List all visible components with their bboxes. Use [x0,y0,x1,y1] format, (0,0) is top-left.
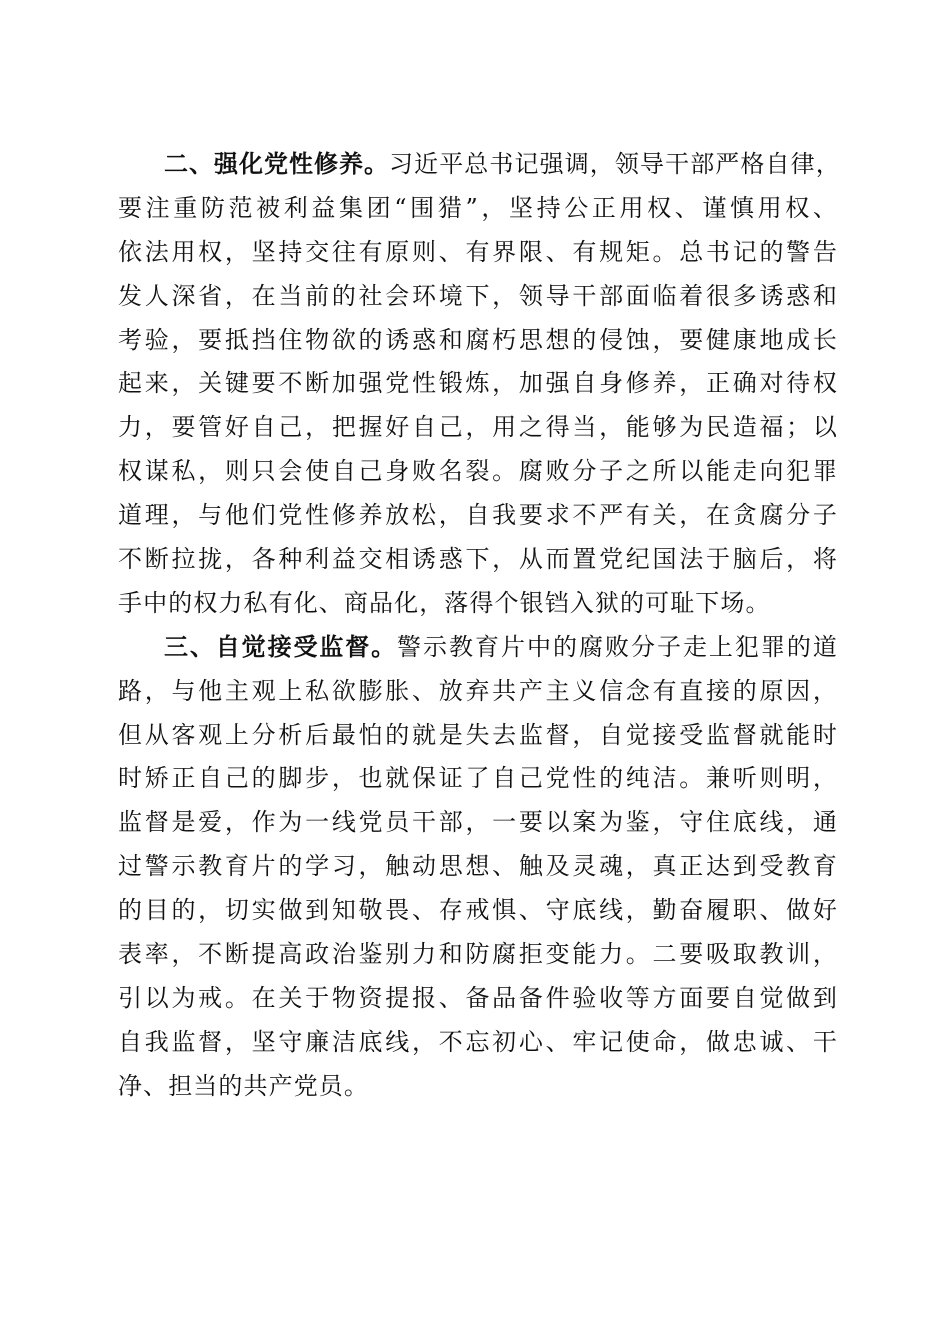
paragraph-line: 依法用权，坚持交往有原则、有界限、有规矩。总书记的警告 [118,237,838,266]
paragraph-line: 三、自觉接受监督。警示教育片中的腐败分子走上犯罪的道 [164,632,838,661]
paragraph-line: 自我监督，坚守廉洁底线，不忘初心、牢记使命，做忠诚、干 [118,1027,838,1056]
section-heading: 三、自觉接受监督。 [164,632,398,661]
paragraph-supervision [118,626,838,1109]
paragraph-line: 但从客观上分析后最怕的就是失去监督，自觉接受监督就能时 [118,720,838,749]
paragraph-line: 要注重防范被利益集团“围猎”，坚持公正用权、谨慎用权、 [118,193,838,222]
paragraph-line: 的目的，切实做到知敬畏、存戒惧、守底线，勤奋履职、做好 [118,896,838,925]
paragraph-line: 起来，关键要不断加强党性锻炼，加强自身修养，正确对待权 [118,369,838,398]
section-heading: 二、强化党性修养。 [164,150,389,178]
paragraph-line: 时矫正自己的脚步，也就保证了自己党性的纯洁。兼听则明， [118,764,838,793]
paragraph-line: 二、强化党性修养。习近平总书记强调，领导干部严格自律， [164,150,841,178]
paragraph-party-spirit [118,143,841,626]
paragraph-line: 力，要管好自己，把握好自己，用之得当，能够为民造福；以 [118,413,838,442]
paragraph-line: 考验，要抵挡住物欲的诱惑和腐朽思想的侵蚀，要健康地成长 [118,325,838,354]
paragraph-line: 不断拉拢，各种利益交相诱惑下，从而置党纪国法于脑后，将 [118,545,838,574]
paragraph-line: 监督是爱，作为一线党员干部，一要以案为鉴，守住底线，通 [118,808,838,837]
paragraph-line: 净、担当的共产党员。 [118,1071,369,1100]
paragraph-line: 表率，不断提高政治鉴别力和防腐拒变能力。二要吸取教训， [118,940,838,969]
paragraph-line: 手中的权力私有化、商品化，落得个银铛入狱的可耻下场。 [118,588,771,617]
paragraph-line: 引以为戒。在关于物资提报、备品备件验收等方面要自觉做到 [118,983,838,1012]
paragraph-line: 权谋私，则只会使自己身败名裂。腐败分子之所以能走向犯罪 [118,457,838,486]
paragraph-line: 道理，与他们党性修养放松，自我要求不严有关，在贪腐分子 [118,501,838,530]
document-body [118,143,841,1109]
paragraph-line: 过警示教育片的学习，触动思想、触及灵魂，真正达到受教育 [118,852,838,881]
paragraph-line: 发人深省，在当前的社会环境下，领导干部面临着很多诱惑和 [118,281,838,310]
paragraph-line: 路，与他主观上私欲膨胀、放弃共产主义信念有直接的原因， [118,676,838,705]
